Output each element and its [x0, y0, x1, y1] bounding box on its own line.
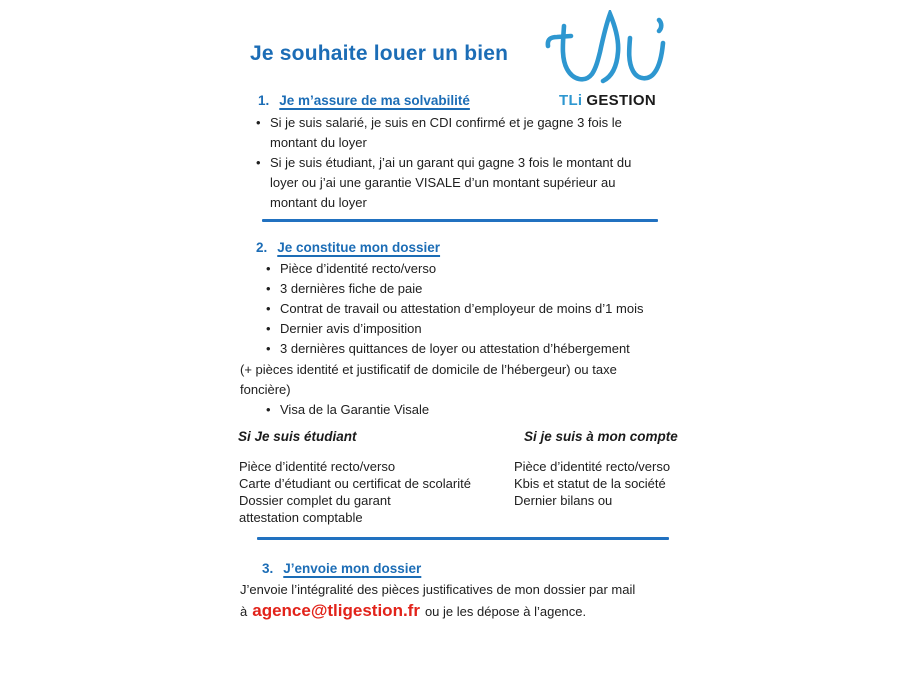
section-2-bullet-list-end: [262, 400, 682, 420]
column-header-self-employed: Si je suis à mon compte: [524, 429, 678, 444]
section-2-number: 2.: [256, 240, 268, 255]
agency-email-link[interactable]: agence@tligestion.fr: [252, 601, 420, 620]
company-logo: [545, 10, 670, 109]
section-2-title: Je constitue mon dossier: [277, 240, 441, 255]
list-item: • Visa de la Garantie Visale: [262, 400, 682, 420]
section-2-bullet-list: [262, 259, 682, 359]
section-3-body: J’envoie l’intégralité des pièces justificatives de mon dossier par mail: [240, 582, 636, 597]
continuation-line: (+ pièces identité et justificatif de domicile de l’hébergeur) ou taxe: [240, 362, 617, 377]
logo-wordmark: [545, 92, 670, 109]
list-item: • 3 dernières quittances de loyer ou attestation d’hébergement: [262, 339, 682, 359]
email-prefix: à: [240, 604, 248, 619]
list-item: • Si je suis salarié, je suis en CDI confirmé et je gagne 3 fois le montant du loyer: [252, 113, 644, 153]
section-1-title: Je m’assure de ma solvabilité: [279, 93, 470, 108]
list-item: Kbis et statut de la société: [514, 476, 666, 491]
column-list-self-employed: [514, 458, 670, 509]
list-item: attestation comptable: [239, 510, 363, 525]
section-3-title: J’envoie mon dossier: [283, 561, 422, 576]
logo-wordmark-gestion: GESTION: [586, 92, 656, 109]
section-1-bullet-list: [252, 113, 644, 213]
section-3-email-line: [240, 601, 586, 621]
email-suffix: ou je les dépose à l’agence.: [424, 604, 587, 619]
list-item: • Si je suis étudiant, j’ai un garant qui gagne 3 fois le montant du loyer ou j’ai une garantie VISALE d’un montant supérieur au montant du loyer: [252, 153, 644, 213]
continuation-line: foncière): [240, 382, 291, 397]
list-item: • Contrat de travail ou attestation d’employeur de moins d’1 mois: [262, 299, 682, 319]
column-header-student: Si Je suis étudiant: [238, 429, 357, 444]
tli-monogram-icon: [545, 10, 670, 90]
list-item: • Dernier avis d’imposition: [262, 319, 682, 339]
section-3-number: 3.: [262, 561, 274, 576]
section-1-number: 1.: [258, 93, 270, 108]
logo-wordmark-tli: TLi: [558, 92, 583, 109]
list-item: Pièce d’identité recto/verso: [514, 459, 671, 474]
list-item: Dossier complet du garant: [239, 493, 391, 508]
list-item: Carte d’étudiant ou certificat de scolarité: [239, 476, 471, 491]
page-title: Je souhaite louer un bien: [250, 42, 509, 65]
section-1-heading: [258, 93, 470, 108]
section-divider: [257, 537, 669, 540]
section-divider: [262, 219, 658, 222]
list-item: Pièce d’identité recto/verso: [239, 459, 396, 474]
list-item: Dernier bilans ou: [514, 493, 613, 508]
list-item: • 3 dernières fiche de paie: [262, 279, 682, 299]
section-3-heading: [262, 561, 421, 576]
list-item: • Pièce d’identité recto/verso: [262, 259, 682, 279]
section-2-heading: [256, 240, 440, 255]
column-list-student: [239, 458, 471, 526]
